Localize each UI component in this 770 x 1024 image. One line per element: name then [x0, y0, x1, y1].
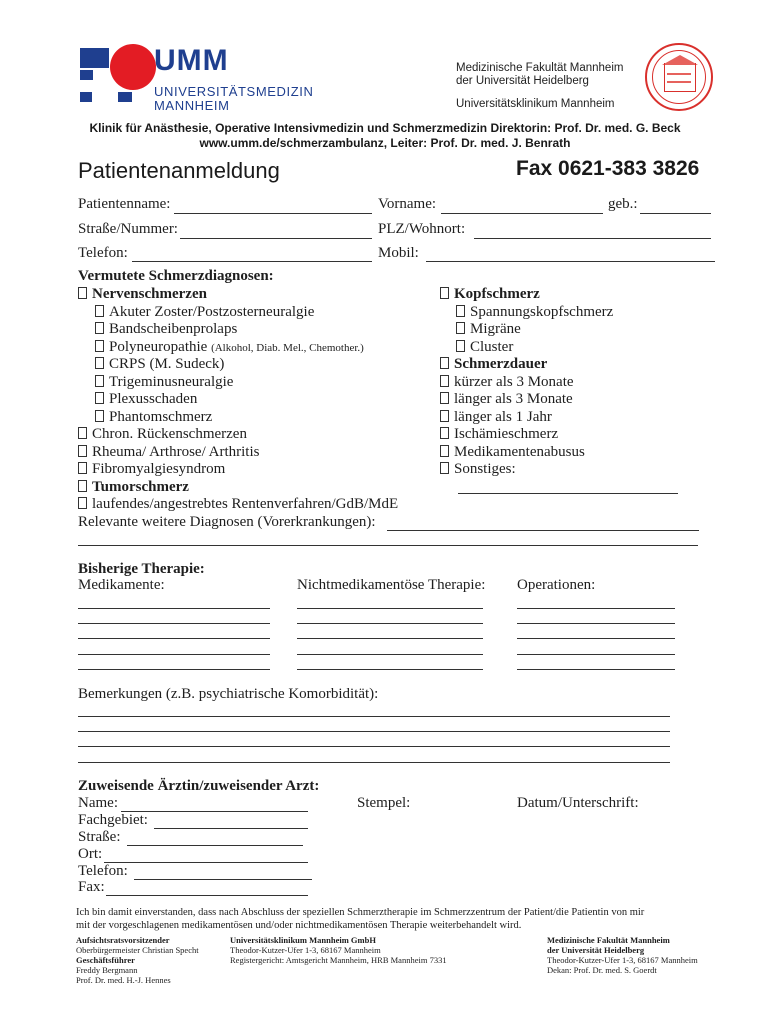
- diag-option-label: kürzer als 3 Monate: [454, 374, 574, 390]
- diag-option-label: Rheuma/ Arthrose/ Arthritis: [92, 444, 260, 460]
- logo-square-large: [80, 48, 109, 68]
- checkbox-icon[interactable]: [440, 462, 449, 474]
- consent-line-2: mit der vorgeschlagenen medikamentösen und/oder nichtmedikamentösen Therapie weiterbehandelt wird.: [76, 920, 522, 931]
- logo-sub-1: UNIVERSITÄTSMEDIZIN: [154, 84, 314, 99]
- faculty-line-2: der Universität Heidelberg: [456, 75, 589, 87]
- checkbox-icon[interactable]: [95, 375, 104, 387]
- diag-option[interactable]: [440, 444, 585, 461]
- plz-field[interactable]: [474, 238, 711, 239]
- diag-option-label: Akuter Zoster/Postzosterneuralgie: [109, 304, 315, 320]
- dauer-checkbox[interactable]: [440, 356, 547, 373]
- diag-option[interactable]: [456, 321, 521, 338]
- sonstiges-field[interactable]: [458, 493, 678, 494]
- diag-option[interactable]: [95, 391, 197, 408]
- checkbox-icon[interactable]: [95, 392, 104, 404]
- checkbox-icon[interactable]: [440, 410, 449, 422]
- footer-text: Universitätsklinikum Mannheim GmbH: [230, 935, 376, 945]
- checkbox-icon[interactable]: [440, 392, 449, 404]
- referrer-fach-label: Fachgebiet:: [78, 812, 148, 828]
- referrer-heading: Zuweisende Ärztin/zuweisender Arzt:: [78, 778, 320, 794]
- diag-option-label: Sonstiges:: [454, 461, 516, 477]
- referrer-fax-label: Fax:: [78, 879, 105, 895]
- stempel-label: Stempel:: [357, 795, 411, 811]
- mobil-field[interactable]: [426, 261, 715, 262]
- footer-col-1: [76, 935, 199, 985]
- referrer-name-label: Name:: [78, 795, 118, 811]
- checkbox-icon[interactable]: [95, 340, 104, 352]
- diag-option[interactable]: [440, 461, 516, 478]
- diag-option[interactable]: [440, 391, 573, 408]
- patient-name-label: Patientenname:: [78, 196, 171, 212]
- mobil-label: Mobil:: [378, 245, 419, 261]
- diag-option[interactable]: [440, 374, 574, 391]
- logo-sub-2: MANNHEIM: [154, 98, 230, 113]
- referrer-fach-field[interactable]: [154, 828, 308, 829]
- logo-circle: [110, 44, 156, 90]
- clinic-name: Universitätsklinikum Mannheim: [456, 98, 615, 110]
- diag-option-label: Polyneuropathie: [109, 339, 208, 355]
- telefon-field[interactable]: [132, 261, 372, 262]
- referrer-telefon-label: Telefon:: [78, 863, 128, 879]
- diag-option-label: länger als 1 Jahr: [454, 409, 552, 425]
- checkbox-icon[interactable]: [456, 305, 465, 317]
- diag-option-label: Chron. Rückenschmerzen: [92, 426, 247, 442]
- relevant-field[interactable]: [387, 530, 699, 531]
- telefon-label: Telefon:: [78, 245, 128, 261]
- diag-option-label: Spannungskopfschmerz: [470, 304, 614, 320]
- checkbox-icon[interactable]: [95, 322, 104, 334]
- footer-text: Medizinische Fakultät Mannheim: [547, 935, 670, 945]
- referrer-strasse-label: Straße:: [78, 829, 121, 845]
- form-title: Patientenanmeldung: [78, 158, 280, 183]
- referrer-ort-label: Ort:: [78, 846, 103, 862]
- checkbox-icon[interactable]: [440, 287, 449, 299]
- patient-name-field[interactable]: [174, 213, 372, 214]
- footer-text: Geschäftsführer: [76, 955, 135, 965]
- department-line-1: Klinik für Anästhesie, Operative Intensivmedizin und Schmerzmedizin Direktorin: Prof. Dr. med. G. Beck: [89, 121, 681, 135]
- checkbox-icon[interactable]: [440, 445, 449, 457]
- diag-option[interactable]: [95, 321, 237, 338]
- relevant-label: Relevante weitere Diagnosen (Vorerkrankungen):: [78, 514, 376, 530]
- diag-option[interactable]: [95, 374, 233, 391]
- diag-option-label: Bandscheibenprolaps: [109, 321, 238, 337]
- checkbox-icon[interactable]: [95, 305, 104, 317]
- checkbox-icon[interactable]: [440, 427, 449, 439]
- diag-option[interactable]: [440, 426, 558, 443]
- operationen-label: Operationen:: [517, 577, 596, 593]
- logo-brand: UMM: [154, 44, 229, 77]
- checkbox-icon[interactable]: [95, 357, 104, 369]
- footer-text: Theodor-Kutzer-Ufer 1-3, 68167 Mannheim: [547, 955, 698, 965]
- logo-square-bottom-right: [118, 92, 132, 102]
- diag-option-label: länger als 3 Monate: [454, 391, 573, 407]
- dauer-label: Schmerzdauer: [454, 356, 548, 372]
- diag-option-label: Fibromyalgiesyndrom: [92, 461, 226, 477]
- checkbox-icon[interactable]: [456, 340, 465, 352]
- footer-col-3: [547, 935, 698, 975]
- diag-option[interactable]: [78, 444, 259, 461]
- diag-option-label: Ischämieschmerz: [454, 426, 559, 442]
- footer-text: Freddy Bergmann: [76, 965, 138, 975]
- diag-option-label: Cluster: [470, 339, 514, 355]
- footer-text: Prof. Dr. med. H.-J. Hennes: [76, 975, 171, 985]
- datum-label: Datum/Unterschrift:: [517, 795, 639, 811]
- therapy-heading: Bisherige Therapie:: [78, 561, 205, 577]
- department-line-2: www.umm.de/schmerzambulanz, Leiter: Prof. Dr. med. J. Benrath: [199, 136, 571, 150]
- kopf-label: Kopfschmerz: [454, 286, 540, 302]
- diag-option[interactable]: [78, 426, 247, 443]
- bemerkungen-label: Bemerkungen (z.B. psychiatrische Komorbidität):: [78, 686, 379, 702]
- vorname-label: Vorname:: [378, 196, 437, 212]
- diag-option-label: Phantomschmerz: [109, 409, 213, 425]
- footer-text: der Universität Heidelberg: [547, 945, 645, 955]
- diag-option-label: Medikamentenabusus: [454, 444, 585, 460]
- diag-option[interactable]: [456, 304, 613, 321]
- tumor-checkbox[interactable]: [78, 479, 189, 496]
- checkbox-icon[interactable]: [78, 445, 87, 457]
- geb-field[interactable]: [640, 213, 711, 214]
- diag-option[interactable]: [440, 409, 552, 426]
- referrer-strasse-field[interactable]: [127, 845, 303, 846]
- nerven-checkbox[interactable]: [78, 286, 207, 303]
- footer-col-2: [230, 935, 447, 965]
- footer-text: Oberbürgermeister Christian Specht: [76, 945, 199, 955]
- diag-option[interactable]: [456, 339, 513, 356]
- renten-label: laufendes/angestrebtes Rentenverfahren/GdB/MdE: [92, 496, 399, 512]
- diag-option-label: Plexusschaden: [109, 391, 198, 407]
- faculty-line-1: Medizinische Fakultät Mannheim: [456, 62, 624, 74]
- plz-label: PLZ/Wohnort:: [378, 221, 466, 237]
- footer-text: Registergericht: Amtsgericht Mannheim, HRB Mannheim 7331: [230, 955, 447, 965]
- vorname-field[interactable]: [441, 213, 603, 214]
- checkbox-icon[interactable]: [456, 322, 465, 334]
- referrer-ort-field[interactable]: [104, 862, 308, 863]
- polyneuro-note: (Alkohol, Diab. Mel., Chemother.): [211, 342, 364, 354]
- consent-line-1: Ich bin damit einverstanden, dass nach Abschluss der speziellen Schmerztherapie im Schmerzzentrum der Patient/die Patientin von mir: [76, 907, 645, 918]
- diag-option[interactable]: [95, 356, 224, 373]
- diag-option-label: Migräne: [470, 321, 521, 337]
- footer-text: Theodor-Kutzer-Ufer 1-3, 68167 Mannheim: [230, 945, 381, 955]
- diagnoses-heading: Vermutete Schmerzdiagnosen:: [78, 268, 274, 284]
- referrer-telefon-field[interactable]: [134, 879, 312, 880]
- diag-option[interactable]: [95, 339, 364, 356]
- nerven-label: Nervenschmerzen: [92, 286, 207, 302]
- strasse-label: Straße/Nummer:: [78, 221, 178, 237]
- kopf-checkbox[interactable]: [440, 286, 540, 303]
- fax-number: Fax 0621-383 3826: [516, 157, 700, 180]
- university-seal-icon: [645, 43, 713, 111]
- diag-option-label: Trigeminusneuralgie: [109, 374, 234, 390]
- diag-option[interactable]: [95, 409, 212, 426]
- footer-text: Dekan: Prof. Dr. med. S. Goerdt: [547, 965, 657, 975]
- renten-checkbox[interactable]: [78, 496, 398, 513]
- checkbox-icon[interactable]: [78, 497, 87, 509]
- geb-label: geb.:: [608, 196, 638, 212]
- diag-option[interactable]: [95, 304, 314, 321]
- checkbox-icon[interactable]: [95, 410, 104, 422]
- logo-square-bottom-left: [80, 92, 92, 102]
- relevant-field-2[interactable]: [78, 545, 698, 546]
- checkbox-icon[interactable]: [78, 287, 87, 299]
- checkbox-icon[interactable]: [78, 427, 87, 439]
- nichtmed-label: Nichtmedikamentöse Therapie:: [297, 577, 486, 593]
- diag-option-label: CRPS (M. Sudeck): [109, 356, 225, 372]
- footer-text: Aufsichtsratsvorsitzender: [76, 935, 170, 945]
- diag-option[interactable]: [78, 461, 225, 478]
- logo-square-mid: [80, 70, 93, 80]
- medikamente-label: Medikamente:: [78, 577, 165, 593]
- referrer-fax-field[interactable]: [106, 895, 308, 896]
- checkbox-icon[interactable]: [440, 375, 449, 387]
- tumor-label: Tumorschmerz: [92, 479, 189, 495]
- strasse-field[interactable]: [180, 238, 372, 239]
- referrer-name-field[interactable]: [121, 811, 308, 812]
- checkbox-icon[interactable]: [78, 462, 87, 474]
- checkbox-icon[interactable]: [78, 480, 87, 492]
- checkbox-icon[interactable]: [440, 357, 449, 369]
